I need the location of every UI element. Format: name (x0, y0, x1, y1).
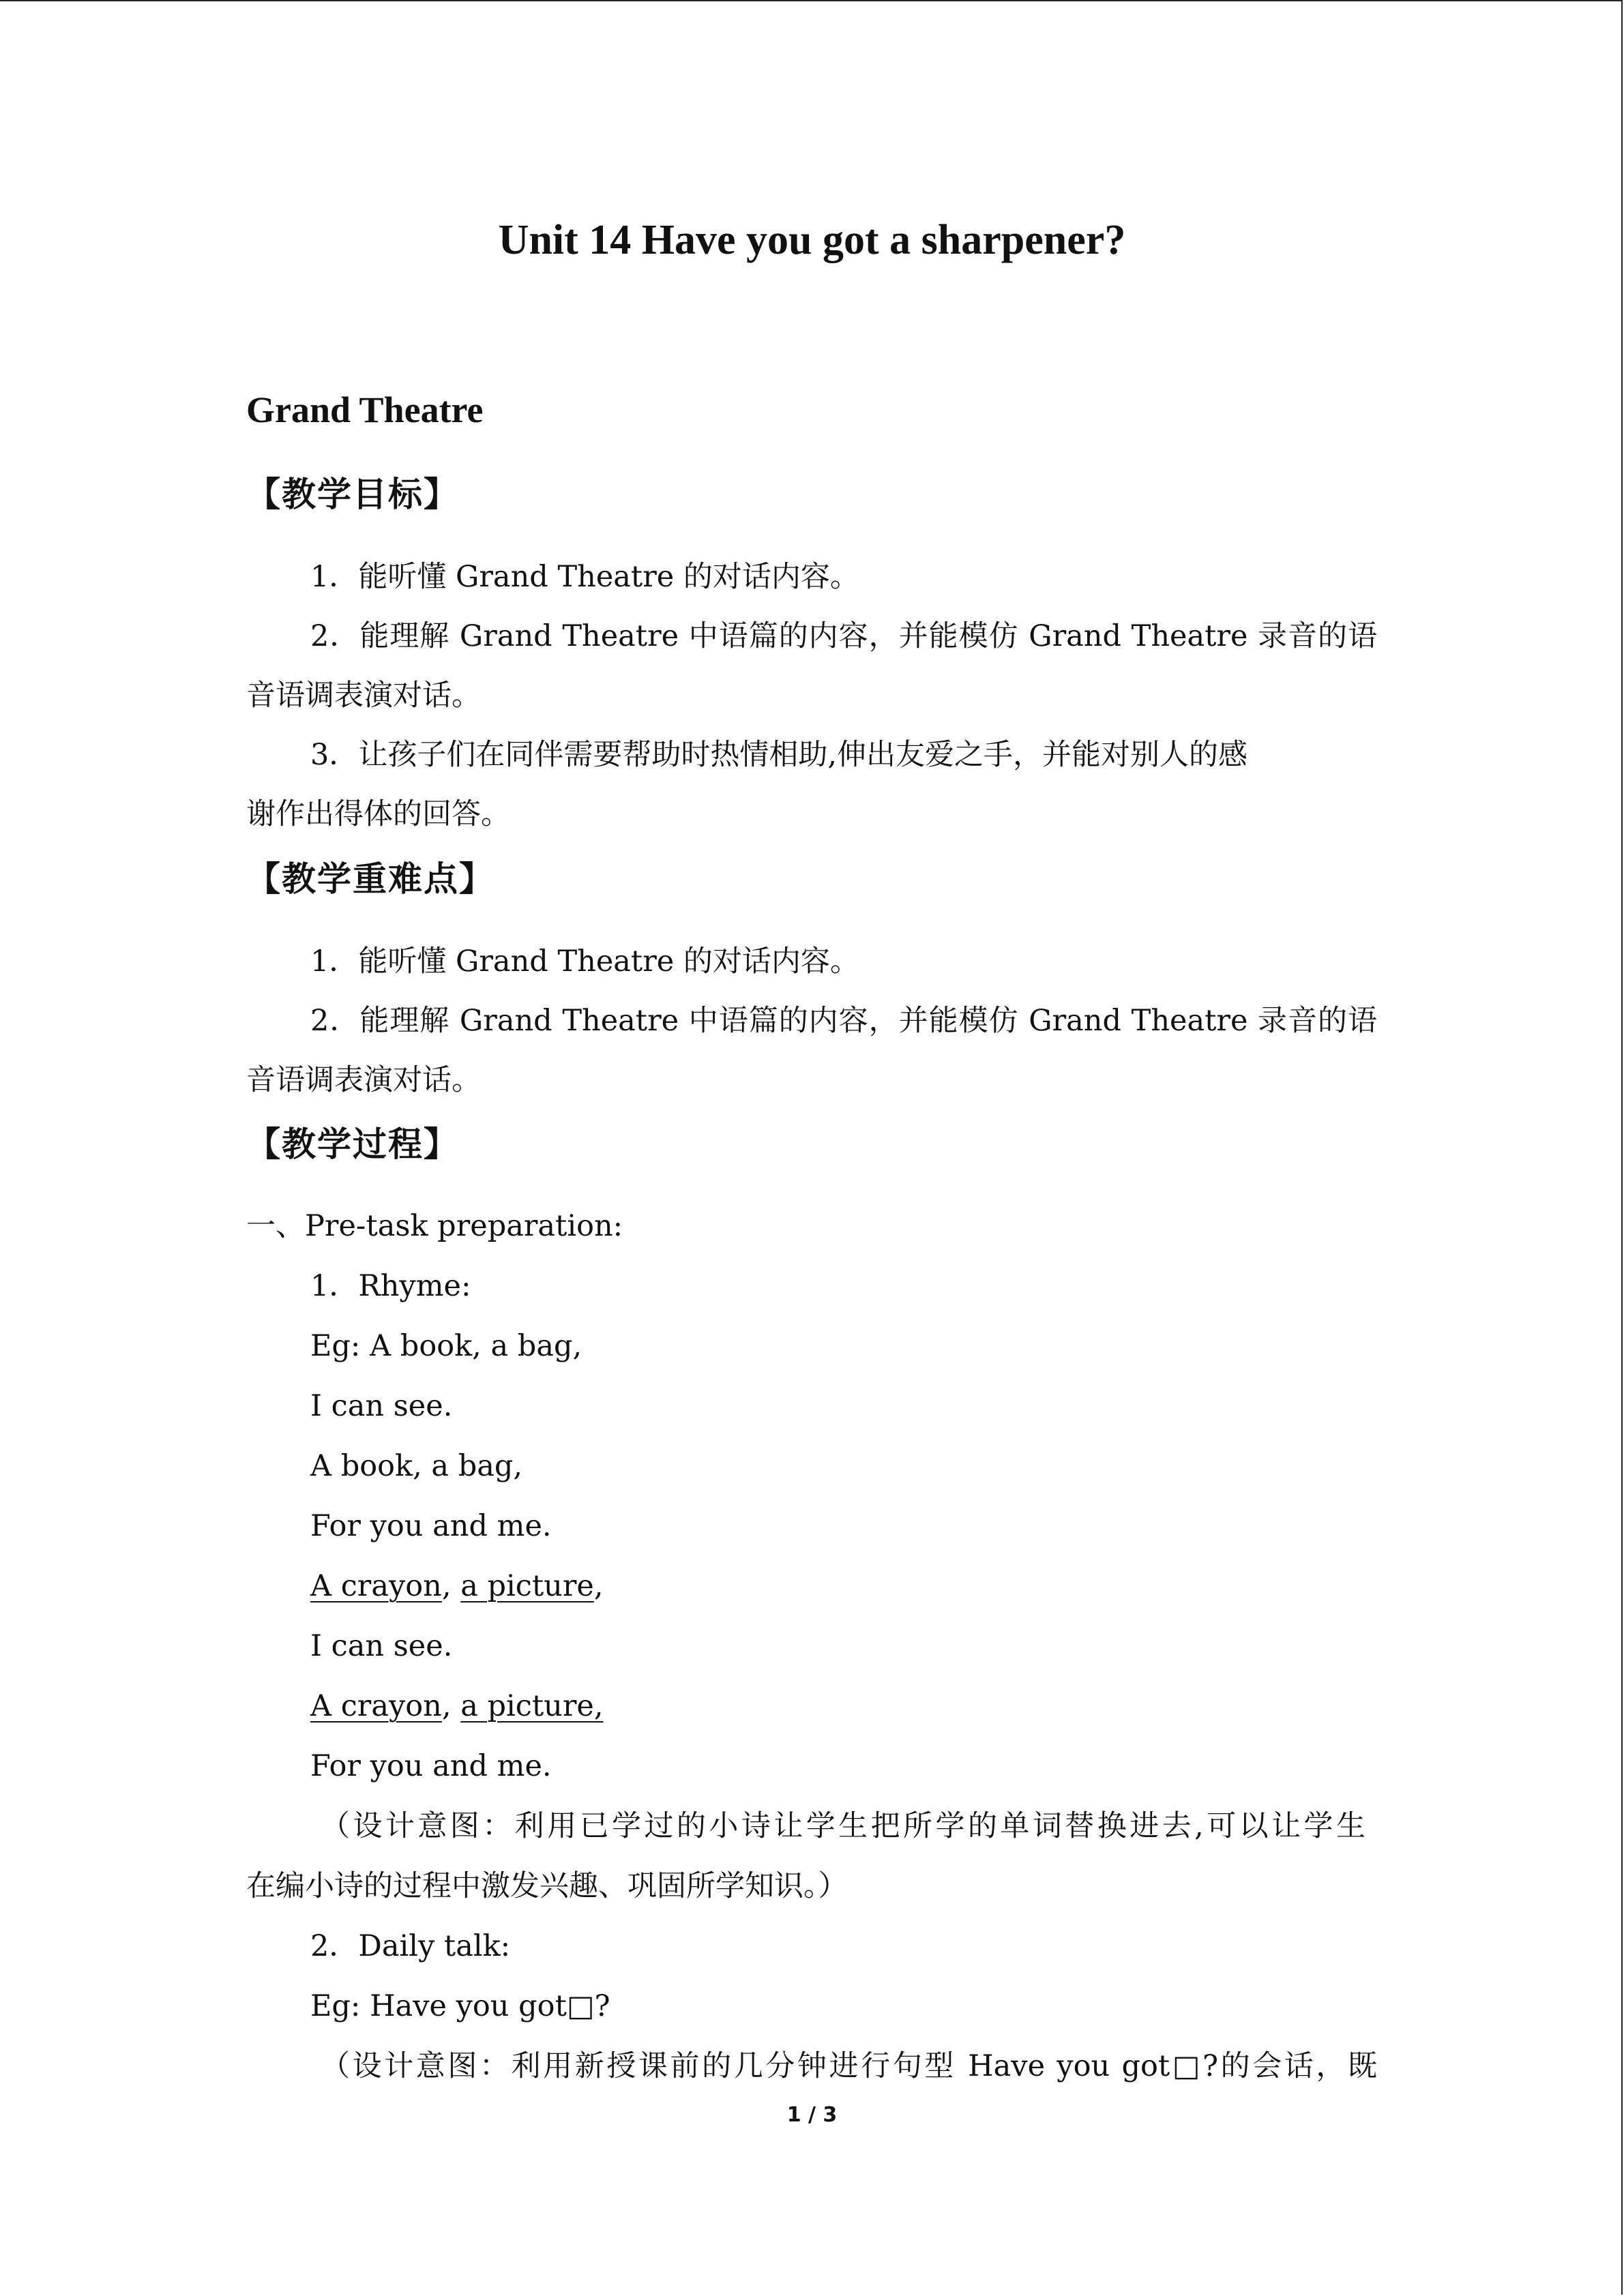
design-intent-1-line-1: （设计意图：利用已学过的小诗让学生把所学的单词替换进去,可以让学生 (321, 1809, 1365, 1843)
rhyme-line-4: For you and me. (310, 1509, 552, 1543)
separator: , (441, 1689, 461, 1723)
rhyme-line-5 (310, 1566, 604, 1607)
key-points-heading: 【教学重难点】 (246, 859, 494, 899)
rhyme-line-6: I can see. (310, 1629, 453, 1663)
daily-talk-label: 2．Daily talk: (310, 1929, 511, 1963)
rhyme-line-7 (310, 1686, 604, 1727)
underlined-word: a picture, (460, 1689, 604, 1723)
rhyme-label: 1．Rhyme: (310, 1269, 471, 1303)
rhyme-line-3: A book, a bag, (310, 1449, 523, 1483)
goals-heading: 【教学目标】 (246, 475, 459, 514)
daily-talk-example: Eg: Have you got□? (310, 1989, 610, 2023)
underlined-word: a picture (460, 1569, 594, 1603)
underlined-word: A crayon (310, 1689, 442, 1723)
key-point-item-2-line-1: 2．能理解 Grand Theatre 中语篇的内容，并能模仿 Grand Theatre 录音的语 (310, 1004, 1377, 1038)
goal-item-3-line-2: 谢作出得体的回答。 (246, 797, 510, 831)
process-step-1: 一、Pre-task preparation: (246, 1209, 623, 1243)
page-title: Unit 14 Have you got a sharpener? (498, 217, 1126, 263)
punctuation: , (593, 1569, 604, 1603)
separator: , (441, 1569, 461, 1603)
goal-item-3-line-1: 3．让孩子们在同伴需要帮助时热情相助,伸出友爱之手，并能对别人的感 (310, 738, 1248, 772)
underlined-word: A crayon (310, 1569, 442, 1603)
key-point-item-1: 1．能听懂 Grand Theatre 的对话内容。 (310, 944, 859, 979)
goal-item-1: 1．能听懂 Grand Theatre 的对话内容。 (310, 560, 859, 594)
section-title: Grand Theatre (246, 389, 484, 430)
rhyme-line-2: I can see. (310, 1389, 453, 1423)
design-intent-1-line-2: 在编小诗的过程中激发兴趣、巩固所学知识。） (246, 1869, 848, 1903)
goal-item-2-line-2: 音语调表演对话。 (246, 679, 481, 713)
design-intent-2-line-1: （设计意图：利用新授课前的几分钟进行句型 Have you got□?的会话，既 (321, 2049, 1377, 2083)
process-heading: 【教学过程】 (246, 1124, 459, 1164)
rhyme-line-1: Eg: A book, a bag, (310, 1329, 582, 1363)
key-point-item-2-line-2: 音语调表演对话。 (246, 1063, 481, 1097)
rhyme-line-8: For you and me. (310, 1749, 552, 1783)
page-number: 1 / 3 (786, 2103, 838, 2127)
goal-item-2-line-1: 2．能理解 Grand Theatre 中语篇的内容，并能模仿 Grand Theatre 录音的语 (310, 619, 1377, 653)
